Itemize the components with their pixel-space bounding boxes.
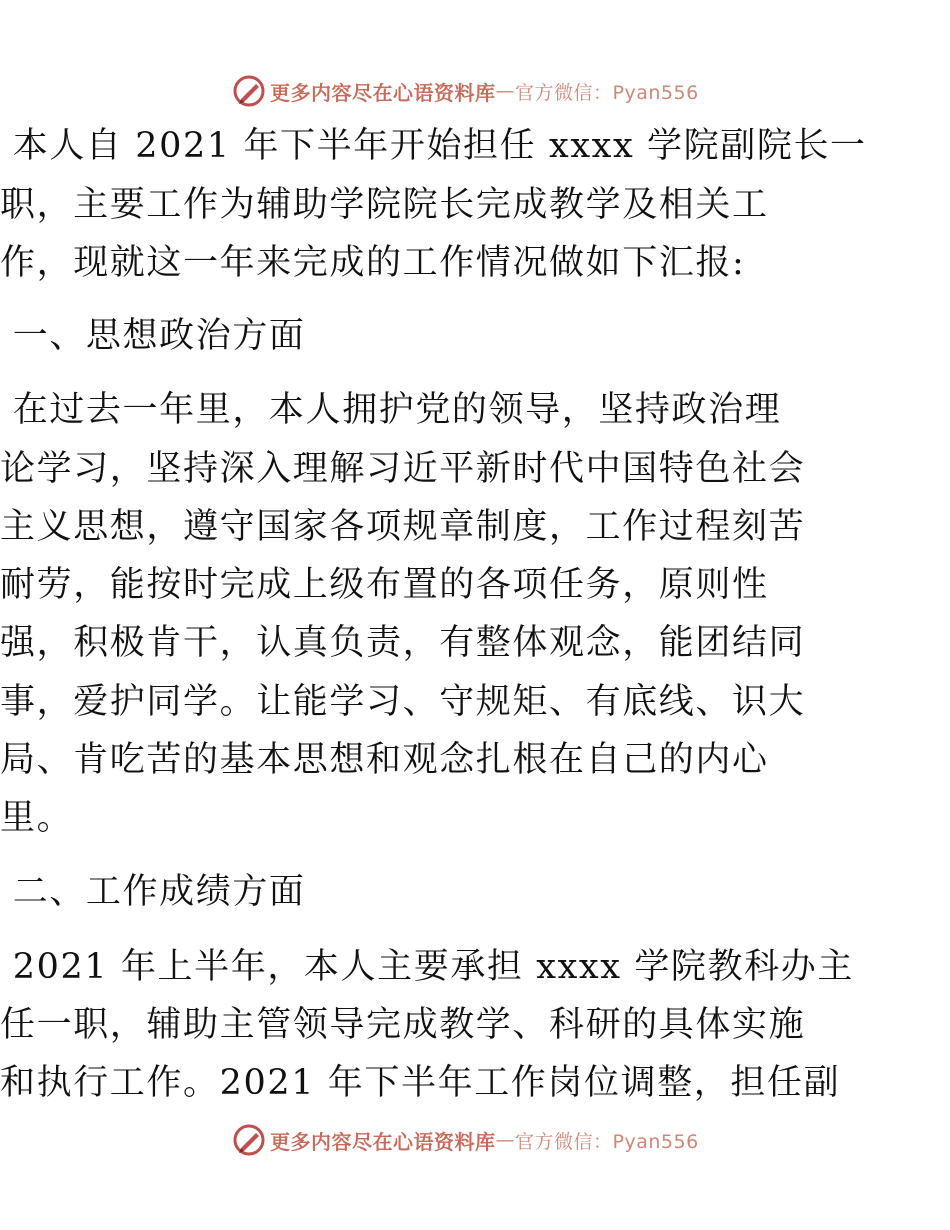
section-heading: 一、思想政治方面 <box>0 316 306 356</box>
body-line: 事，爱护同学。让能学习、守规矩、有底线、识大 <box>0 682 806 722</box>
body-line: 局、肯吃苦的基本思想和观念扎根在自己的内心 <box>0 740 769 780</box>
body-line: 里。 <box>0 798 74 838</box>
pen-logo-icon <box>232 74 266 108</box>
body-line: 2021 年上半年，本人主要承担 xxxx 学院教科办主 <box>0 947 854 987</box>
body-line: 主义思想，遵守国家各项规章制度，工作过程刻苦 <box>0 507 806 547</box>
body-line: 强，积极肯干，认真负责，有整体观念，能团结同 <box>0 623 806 663</box>
watermark-dash: — <box>495 1129 515 1151</box>
body-line: 作，现就这一年来完成的工作情况做如下汇报: <box>0 243 746 283</box>
body-line: 本人自 2021 年下半年开始担任 xxxx 学院副院长一 <box>0 126 867 166</box>
watermark-banner-bottom <box>232 1123 699 1157</box>
watermark-brand: 更多内容尽在心语资料库 <box>270 80 496 105</box>
watermark-dash: — <box>495 80 515 102</box>
body-line: 任一职，辅助主管领导完成教学、科研的具体实施 <box>0 1005 806 1045</box>
watermark-brand: 更多内容尽在心语资料库 <box>270 1129 496 1154</box>
body-line: 论学习，坚持深入理解习近平新时代中国特色社会 <box>0 449 806 489</box>
section-heading: 二、工作成绩方面 <box>0 872 306 912</box>
watermark-banner-top <box>232 74 699 108</box>
body-line: 耐劳，能按时完成上级布置的各项任务，原则性 <box>0 565 769 605</box>
pen-logo-icon <box>232 1123 266 1157</box>
body-line: 在过去一年里，本人拥护党的领导，坚持政治理 <box>0 390 782 430</box>
body-line: 职，主要工作为辅助学院院长完成教学及相关工 <box>0 185 769 225</box>
body-line: 和执行工作。2021 年下半年工作岗位调整，担任副 <box>0 1063 841 1103</box>
watermark-official: 官方微信：Pyan556 <box>515 1130 699 1153</box>
watermark-official: 官方微信：Pyan556 <box>515 81 699 104</box>
